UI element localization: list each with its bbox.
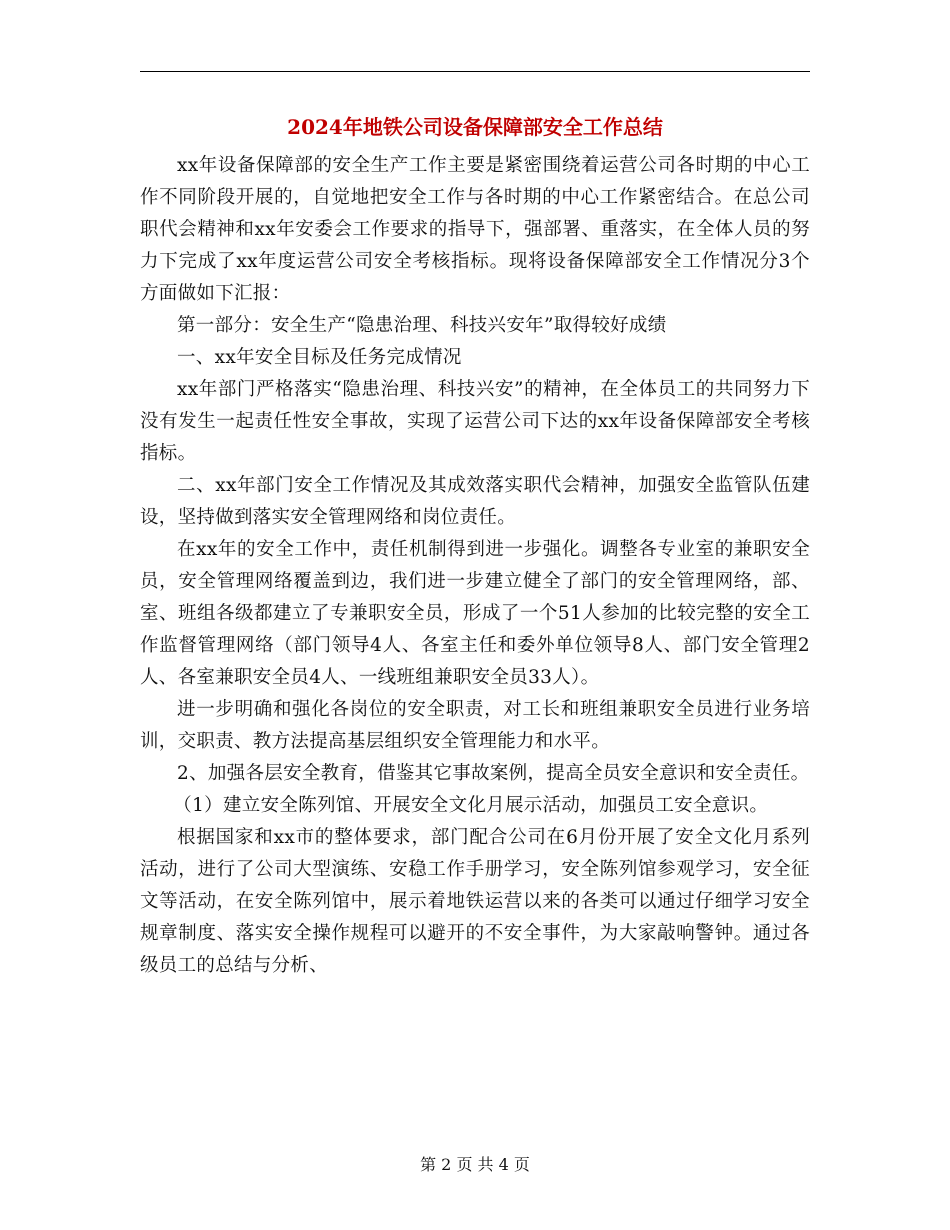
paragraph-part-one-heading: 第一部分：安全生产“隐患治理、科技兴安年”取得较好成绩 [177, 315, 667, 336]
paragraph-section-one-body: xx年部门严格落实“隐患治理、科技兴安”的精神，在全体员工的共同努力下没有发生一起责任性安全事故，实现了运营公司下达的xx年设备保障部安全考核指标。 [140, 379, 810, 464]
page-number: 第 2 页 共 4 页 [420, 1155, 530, 1174]
paragraph-section-two-heading: 二、xx年部门安全工作情况及其成效落实职代会精神，加强安全监管队伍建设，坚持做到落实安全管理网络和岗位责任。 [140, 475, 810, 528]
page-footer [140, 1153, 810, 1177]
paragraph-exhibition-heading: （1）建立安全陈列馆、开展安全文化月展示活动，加强员工安全意识。 [173, 795, 769, 816]
header-rule [140, 71, 810, 72]
paragraph-responsibility: 在xx年的安全工作中，责任机制得到进一步强化。调整各专业室的兼职安全员，安全管理网络覆盖到边，我们进一步建立健全了部门的安全管理网络，部、室、班组各级都建立了专兼职安全员，形成了一个51人参加的比较完整的安全工作监督管理网络（部门领导4人、各室主任和委外单位领导8人、部门安全管理2人、各室兼职安全员4人、一线班组兼职安全员33人）。 [140, 539, 810, 688]
paragraph-intro: xx年设备保障部的安全生产工作主要是紧密围绕着运营公司各时期的中心工作不同阶段开展的，自觉地把安全工作与各时期的中心工作紧密结合。在总公司职代会精神和xx年安委会工作要求的指导下，强部署、重落实，在全体人员的努力下完成了xx年度运营公司安全考核指标。现将设备保障部安全工作情况分3个方面做如下汇报： [140, 155, 810, 304]
document-title: 2024年地铁公司设备保障部安全工作总结 [287, 115, 663, 139]
paragraph-education-heading: 2、加强各层安全教育，借鉴其它事故案例，提高全员安全意识和安全责任。 [177, 763, 810, 784]
document-body [140, 150, 810, 982]
paragraph-section-one-heading: 一、xx年安全目标及任务完成情况 [177, 347, 462, 368]
paragraph-duties: 进一步明确和强化各岗位的安全职责，对工长和班组兼职安全员进行业务培训，交职责、教方法提高基层组织安全管理能力和水平。 [140, 699, 810, 752]
paragraph-culture-month: 根据国家和xx市的整体要求，部门配合公司在6月份开展了安全文化月系列活动，进行了公司大型演练、安稳工作手册学习，安全陈列馆参观学习，安全征文等活动，在安全陈列馆中，展示着地铁运营以来的各类可以通过仔细学习安全规章制度、落实安全操作规程可以避开的不安全事件，为大家敲响警钟。通过各级员工的总结与分析、 [140, 827, 810, 976]
